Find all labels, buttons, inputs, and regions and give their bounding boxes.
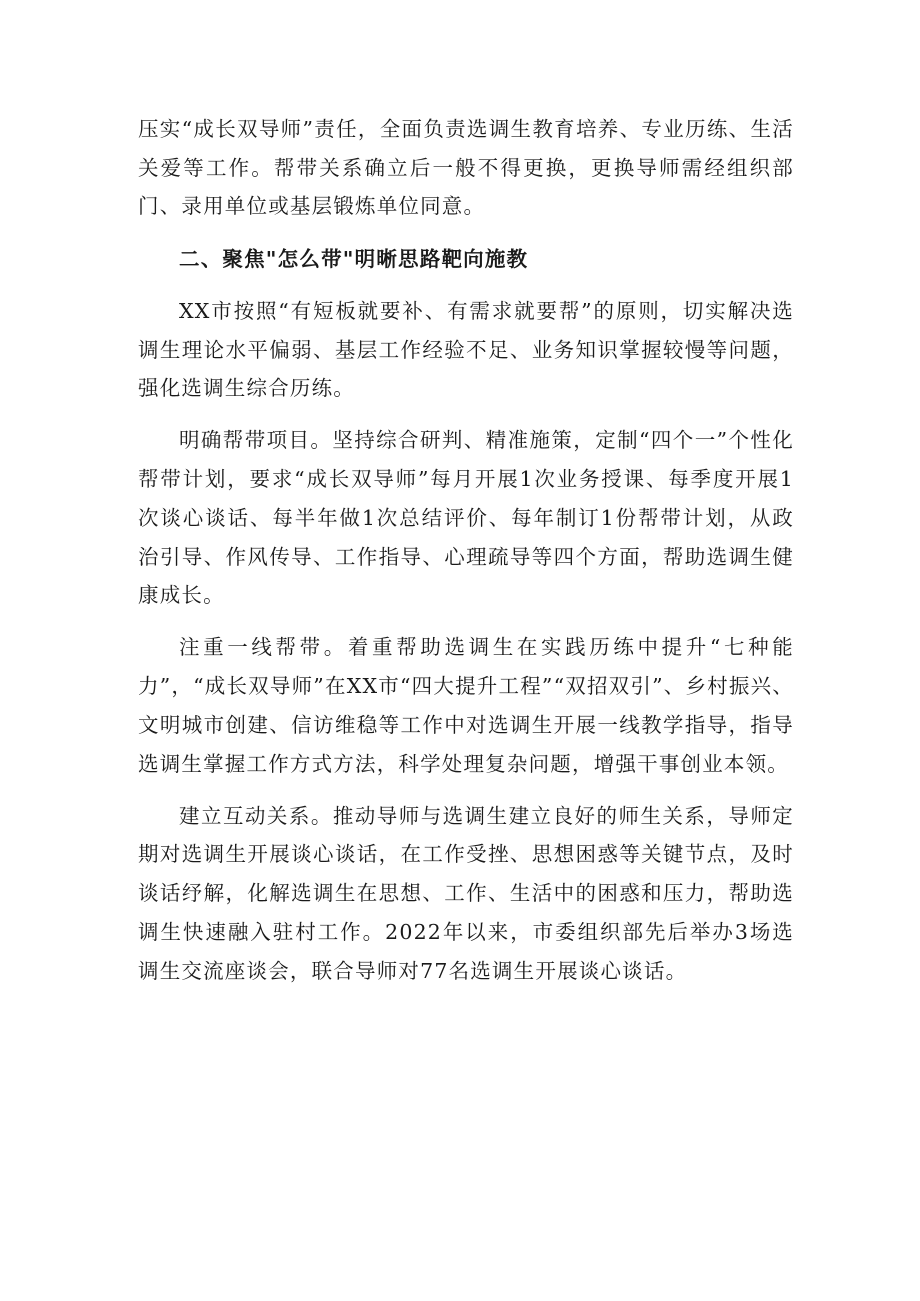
document-body [138,110,794,1004]
section-heading-how-to-mentor: 二、聚焦"怎么带"明晰思路靶向施教 [179,246,529,271]
paragraph-mentor-responsibility: 压实“成长双导师”责任，全面负责选调生教育培养、专业历练、生活关爱等工作。帮带关系确立后一般不得更换，更换导师需经组织部门、录用单位或基层锻炼单位同意。 [138,117,794,219]
paragraph-frontline-mentoring: 注重一线帮带。着重帮助选调生在实践历练中提升“七种能力”，“成长双导师”在XX市“四大提升工程”“双招双引”、乡村振兴、文明城市创建、信访维稳等工作中对选调生开展一线教学指导，指导选调生掌握工作方式方法，科学处理复杂问题，增强干事创业本领。 [138,635,794,776]
paragraph-interactive-relationship: 建立互动关系。推动导师与选调生建立良好的师生关系，导师定期对选调生开展谈心谈话，在工作受挫、思想困惑等关键节点，及时谈话纾解，化解选调生在思想、工作、生活中的困惑和压力，帮助选调生快速融入驻村工作。2022年以来，市委组织部先后举办3场选调生交流座谈会，联合导师对77名选调生开展谈心谈话。 [138,803,794,983]
paragraph-city-principle: XX市按照“有短板就要补、有需求就要帮”的原则，切实解决选调生理论水平偏弱、基层工作经验不足、业务知识掌握较慢等问题，强化选调生综合历练。 [138,298,794,401]
paragraph-mentoring-projects: 明确帮带项目。坚持综合研判、精准施策，定制“四个一”个性化帮带计划，要求“成长双导师”每月开展1次业务授课、每季度开展1次谈心谈话、每半年做1次总结评价、每年制订1份帮带计划，从政治引导、作风传导、工作指导、心理疏导等四个方面，帮助选调生健康成长。 [138,428,794,608]
